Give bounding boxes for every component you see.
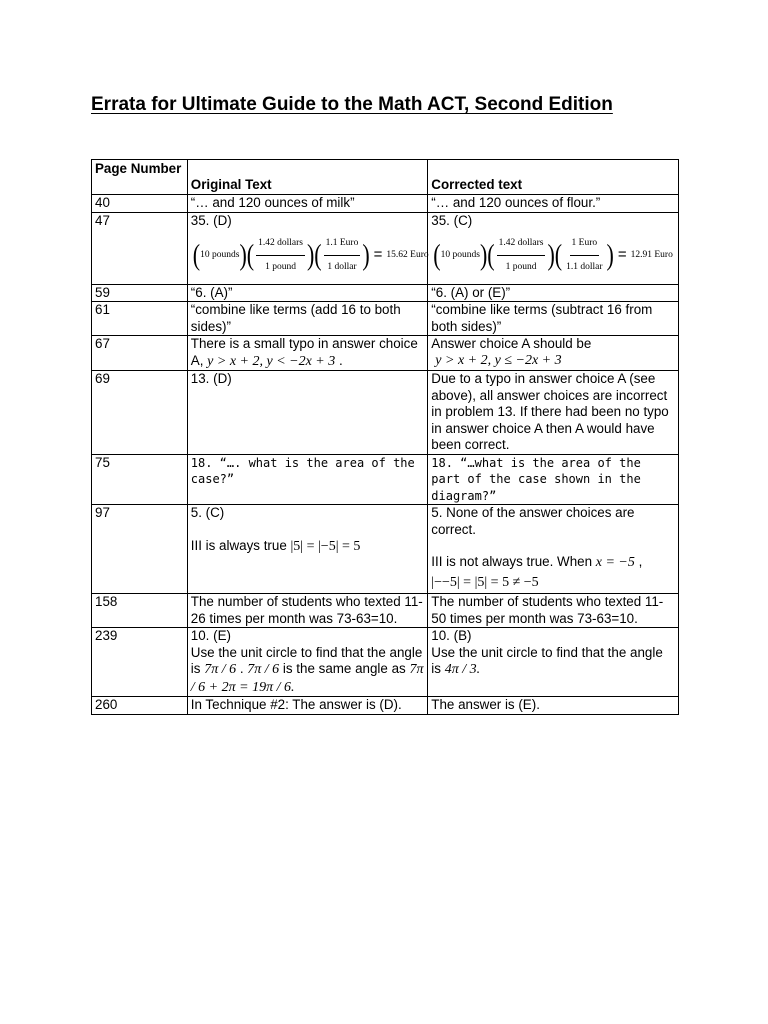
page-cell: 67 bbox=[92, 336, 188, 371]
abs-value-math: |5| = |−5| = 5 bbox=[290, 538, 361, 554]
original-cell: 13. (D) bbox=[187, 371, 428, 455]
table-row bbox=[92, 594, 679, 628]
original-cell bbox=[187, 628, 428, 697]
equation-math: x = −5 bbox=[595, 555, 635, 570]
header-page-number: Page Number bbox=[92, 160, 188, 195]
table-row bbox=[92, 454, 679, 505]
corrected-cell: “combine like terms (subtract 16 from both sides)” bbox=[428, 302, 679, 336]
corrected-cell: “6. (A) or (E)” bbox=[428, 284, 679, 302]
corrected-cell: Due to a typo in answer choice A (see above), all answer choices are incorrect in problem 13. If there had been no typo in answer choice A then A would have been correct. bbox=[428, 371, 679, 455]
angle-math: 7π / 6 bbox=[204, 662, 237, 677]
denominator: 1 pound bbox=[505, 261, 537, 272]
abs-value-math: |−−5| = |5| = 5 ≠ −5 bbox=[431, 574, 539, 590]
angle-math: 7π / 6 + 2π = 19π / 6. bbox=[190, 662, 424, 695]
answer-text: 35. (D) bbox=[190, 212, 232, 228]
angle-math: 4π / 3. bbox=[444, 662, 481, 677]
table-row bbox=[92, 628, 679, 697]
table-header-row bbox=[92, 160, 679, 195]
table-row bbox=[92, 697, 679, 715]
cell-text bbox=[431, 645, 675, 679]
original-cell: In Technique #2: The answer is (D). bbox=[187, 697, 428, 715]
cell-text: Use the unit circle to find that the angle is bbox=[190, 644, 423, 676]
original-cell: The number of students who texted 11-26 times per month was 73-63=10. bbox=[187, 594, 428, 628]
paren: ) bbox=[362, 237, 370, 272]
document-title: Errata for Ultimate Guide to the Math ACT, Second Edition bbox=[91, 94, 613, 115]
table-row bbox=[92, 212, 679, 284]
header-corrected-text: Corrected text bbox=[428, 160, 679, 195]
original-cell bbox=[187, 336, 428, 371]
page-cell: 69 bbox=[92, 371, 188, 455]
cell-text: Answer choice A should be bbox=[431, 336, 592, 351]
page-cell: 61 bbox=[92, 302, 188, 336]
answer-text: 10. (E) bbox=[190, 628, 231, 643]
eq-result: 12.91 Euro bbox=[630, 249, 673, 260]
cell-text: , bbox=[634, 554, 643, 569]
fraction bbox=[564, 235, 604, 275]
fraction bbox=[497, 235, 546, 275]
original-cell bbox=[187, 454, 428, 505]
denominator: 1.1 dollar bbox=[566, 261, 603, 272]
cell-text: There is a small typo in answer choice A, bbox=[190, 336, 418, 368]
cell-text bbox=[191, 645, 425, 697]
paren: ) bbox=[479, 237, 488, 272]
page-cell: 40 bbox=[92, 195, 188, 213]
paren: ( bbox=[192, 237, 201, 272]
table-row bbox=[92, 336, 679, 371]
spacer bbox=[431, 538, 675, 554]
page-cell: 47 bbox=[92, 212, 188, 284]
inequality-math: y > x + 2, y < −2x + 3 bbox=[207, 353, 336, 369]
original-cell bbox=[187, 505, 428, 594]
page-cell: 75 bbox=[92, 454, 188, 505]
corrected-cell: “… and 120 ounces of flour.” bbox=[428, 195, 679, 213]
page-cell: 158 bbox=[92, 594, 188, 628]
conversion-equation bbox=[192, 235, 429, 275]
cell-text: 18. “…. what is the area of the case?” bbox=[190, 455, 415, 486]
table-row bbox=[92, 371, 679, 455]
denominator: 1 dollar bbox=[327, 261, 357, 272]
eq-term: 10 pounds bbox=[440, 249, 480, 260]
page-cell: 97 bbox=[92, 505, 188, 594]
corrected-cell bbox=[428, 336, 679, 371]
fraction bbox=[324, 235, 361, 275]
numerator: 1.42 dollars bbox=[497, 235, 546, 256]
corrected-cell bbox=[428, 505, 679, 594]
answer-text: 10. (B) bbox=[431, 628, 472, 643]
page-cell: 239 bbox=[92, 628, 188, 697]
eq-term: 10 pounds bbox=[200, 249, 240, 260]
original-cell bbox=[187, 212, 428, 284]
paren: ( bbox=[246, 237, 255, 272]
errata-table bbox=[91, 159, 679, 715]
table-row bbox=[92, 284, 679, 302]
numerator: 1 Euro bbox=[570, 235, 600, 256]
spacer bbox=[191, 522, 425, 538]
original-cell: “combine like terms (add 16 to both sides)” bbox=[187, 302, 428, 336]
paren: ( bbox=[487, 237, 495, 272]
header-original-text: Original Text bbox=[187, 160, 428, 195]
cell-text: III is always true bbox=[190, 537, 291, 553]
original-cell: “6. (A)” bbox=[187, 284, 428, 302]
cell-text: III is not always true. When bbox=[431, 554, 596, 569]
equals-sign: = bbox=[373, 245, 383, 263]
original-cell: “… and 120 ounces of milk” bbox=[187, 195, 428, 213]
paren: ( bbox=[433, 237, 441, 272]
page-cell: 59 bbox=[92, 284, 188, 302]
fraction bbox=[256, 235, 305, 275]
numerator: 1.1 Euro bbox=[324, 235, 361, 256]
paren: ( bbox=[554, 237, 563, 272]
paren: ( bbox=[314, 237, 322, 272]
table-row bbox=[92, 302, 679, 336]
answer-text: 5. None of the answer choices are correct. bbox=[431, 505, 635, 537]
corrected-cell bbox=[428, 454, 679, 505]
cell-text: . bbox=[335, 352, 343, 368]
paren: ) bbox=[239, 237, 247, 272]
corrected-cell: The number of students who texted 11-50 times per month was 73-63=10. bbox=[428, 594, 679, 628]
cell-text bbox=[431, 554, 675, 572]
answer-text: 35. (C) bbox=[431, 212, 473, 228]
inequality-math: y > x + 2, y ≤ −2x + 3 bbox=[435, 352, 562, 368]
paren: ) bbox=[306, 237, 315, 272]
paren: ) bbox=[606, 237, 614, 272]
table-row bbox=[92, 195, 679, 213]
conversion-equation bbox=[433, 235, 675, 275]
angle-math: 7π / 6 bbox=[247, 662, 280, 677]
table-row bbox=[92, 505, 679, 594]
numerator: 1.42 dollars bbox=[256, 235, 305, 256]
corrected-cell: The answer is (E). bbox=[428, 697, 679, 715]
denominator: 1 pound bbox=[265, 261, 296, 272]
cell-text: . bbox=[236, 661, 248, 676]
cell-text: Use the unit circle to find that the angle is bbox=[431, 644, 663, 676]
corrected-cell bbox=[428, 212, 679, 284]
corrected-cell bbox=[428, 628, 679, 697]
equals-sign: = bbox=[617, 245, 627, 263]
cell-text: 18. “…what is the area of the part of the case shown in the diagram?” bbox=[431, 455, 641, 503]
cell-text bbox=[191, 538, 425, 556]
eq-result: 15.62 Euro bbox=[386, 249, 429, 260]
answer-text: 5. (C) bbox=[190, 505, 225, 520]
paren: ) bbox=[547, 237, 555, 272]
page-cell: 260 bbox=[92, 697, 188, 715]
cell-text: is the same angle as bbox=[279, 661, 410, 676]
